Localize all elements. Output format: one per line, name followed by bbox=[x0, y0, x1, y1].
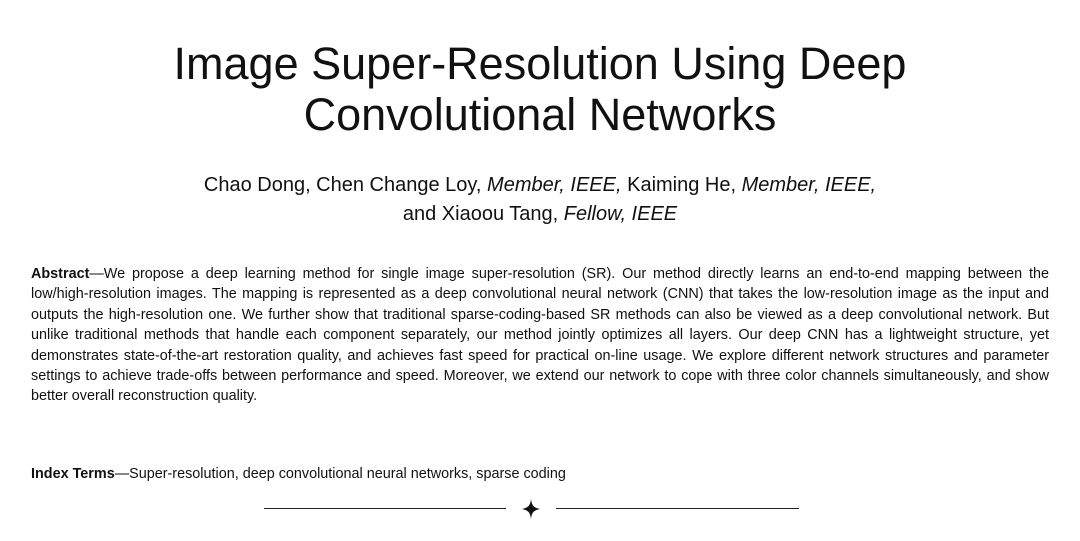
author-names-2: Kaiming He, bbox=[621, 174, 742, 196]
four-point-star-icon bbox=[518, 498, 544, 520]
author-affiliation-3: Fellow, IEEE bbox=[563, 203, 678, 225]
author-affiliation-2: Member, IEEE, bbox=[741, 174, 877, 196]
paper-title-line-2: Convolutional Networks bbox=[303, 89, 777, 140]
author-affiliation-1: Member, IEEE, bbox=[487, 174, 622, 196]
abstract-text: —We propose a deep learning method for single image super-resolution (SR). Our method directly learns an end-to-end mapping between the low/high-resolution images. The mapping is represented as a deep convolutional neural network (CNN) that takes the low-resolution image as the input and outputs the high-resolution one. We further show that traditional sparse-coding-based SR methods can also be viewed as a deep convolutional network. But unlike traditional methods that handle each component separately, our method jointly optimizes all layers. Our deep CNN has a lightweight structure, yet demonstrates state-of-the-art restoration quality, and achieves fast speed for practical on-line usage. We explore different network structures and parameter settings to achieve trade-offs between performance and speed. Moreover, we extend our network to cope with three color channels simultaneously, and show better overall reconstruction quality. bbox=[31, 266, 1049, 405]
divider-rule-left bbox=[264, 508, 506, 509]
author-list bbox=[0, 171, 1080, 229]
author-names-1: Chao Dong, Chen Change Loy, bbox=[203, 174, 488, 196]
abstract bbox=[31, 264, 1049, 407]
section-divider bbox=[264, 498, 799, 520]
abstract-label: Abstract bbox=[31, 266, 90, 282]
divider-rule-right bbox=[556, 508, 799, 509]
author-names-3: and Xiaoou Tang, bbox=[402, 203, 564, 225]
paper-title bbox=[0, 38, 1080, 140]
author-line-1 bbox=[0, 171, 1080, 200]
index-terms-text: —Super-resolution, deep convolutional neural networks, sparse coding bbox=[114, 466, 566, 482]
index-terms-label: Index Terms bbox=[31, 466, 115, 482]
paper-title-line-1: Image Super-Resolution Using Deep bbox=[173, 38, 907, 89]
author-line-2 bbox=[0, 200, 1080, 229]
index-terms bbox=[31, 464, 1049, 484]
